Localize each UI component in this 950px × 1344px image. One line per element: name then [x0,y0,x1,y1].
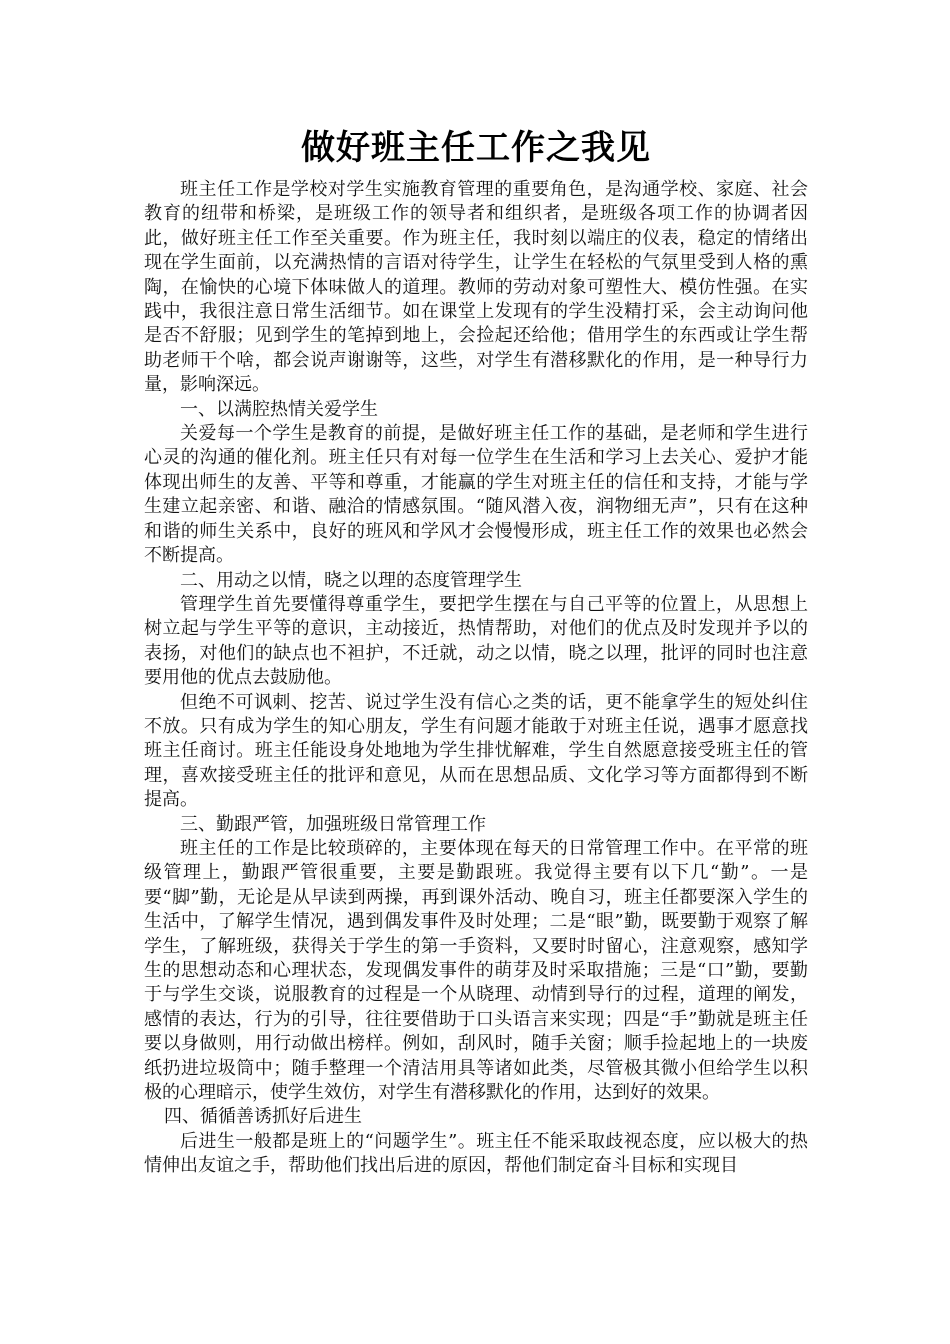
intro-paragraph: 班主任工作是学校对学生实施教育管理的重要角色，是沟通学校、家庭、社会教育的纽带和桥梁，是班级工作的领导者和组织者，是班级各项工作的协调者因此，做好班主任工作至关重要。作为班主任，我时刻以端庄的仪表，稳定的情绪出现在学生面前，以充满热情的言语对待学生，让学生在轻松的气氛里受到人格的熏陶，在愉快的心境下体味做人的道理。教师的劳动对象可塑性大、模仿性强。在实践中，我很注意日常生活细节。如在课堂上发现有的学生没精打采，会主动询问他是否不舒服；见到学生的笔掉到地上，会捡起还给他；借用学生的东西或让学生帮助老师干个啥，都会说声谢谢等，这些，对学生有潜移默化的作用，是一种导行力量，影响深远。 [144,179,808,396]
section-2-paragraph-2: 但绝不可讽刺、挖苦、说过学生没有信心之类的话，更不能拿学生的短处纠住不放。只有成为学生的知心朋友，学生有问题才能敢于对班主任说，遇事才愿意找班主任商讨。班主任能设身处地地为学生排忧解难，学生自然愿意接受班主任的管理，喜欢接受班主任的批评和意见，从而在思想品质、文化学习等方面都得到不断提高。 [144,691,808,811]
document-title: 做好班主任工作之我见 [301,128,651,168]
section-2-paragraph-1: 管理学生首先要懂得尊重学生，要把学生摆在与自己平等的位置上，从思想上树立起与学生平等的意识，主动接近，热情帮助，对他们的优点及时发现并予以的表扬，对他们的缺点也不袒护，不迁就，动之以情，晓之以理，批评的同时也注意要用他的优点去鼓励他。 [144,593,808,689]
section-4-heading: 四、循循善诱抓好后进生 [164,1106,362,1128]
section-4-paragraph: 后进生一般都是班上的“问题学生”。班主任不能采取歧视态度，应以极大的热情伸出友谊之手，帮助他们找出后进的原因，帮他们制定奋斗目标和实现目 [144,1130,808,1177]
section-1-paragraph: 关爱每一个学生是教育的前提，是做好班主任工作的基础，是老师和学生进行心灵的沟通的催化剂。班主任只有对每一位学生在生活和学习上去关心、爱护才能体现出师生的友善、平等和尊重，才能赢的学生对班主任的信任和支持，才能与学生建立起亲密、和谐、融洽的情感氛围。“随风潜入夜，润物细无声”，只有在这种和谐的师生关系中，良好的班风和学风才会慢慢形成，班主任工作的效果也必然会不断提高。 [144,423,808,567]
document-body [144,118,808,1179]
section-2-heading: 二、用动之以情，晓之以理的态度管理学生 [180,569,522,591]
section-1-heading: 一、以满腔热情关爱学生 [180,398,378,420]
section-3-heading: 三、勤跟严管，加强班级日常管理工作 [180,813,486,835]
section-3-paragraph: 班主任的工作是比较琐碎的，主要体现在每天的日常管理工作中。在平常的班级管理上，勤跟严管很重要，主要是勤跟班。我觉得主要有以下几“勤”。一是要“脚”勤，无论是从早读到两操，再到课外活动、晚自习，班主任都要深入学生的生活中，了解学生情况，遇到偶发事件及时处理；二是“眼”勤，既要勤于观察了解学生，了解班级，获得关于学生的第一手资料，又要时时留心，注意观察，感知学生的思想动态和心理状态，发现偶发事件的萌芽及时采取措施；三是“口”勤，要勤于与学生交谈，说服教育的过程是一个从晓理、动情到导行的过程，道理的阐发，感情的表达，行为的引导，往往要借助于口头语言来实现；四是“手”勤就是班主任要以身做则，用行动做出榜样。例如，刮风时，随手关窗；顺手捡起地上的一块废纸扔进垃圾筒中；随手整理一个清洁用具等诸如此类，尽管极其微小但给学生以积极的心理暗示，使学生效仿，对学生有潜移默化的作用，达到好的效果。 [144,837,808,1104]
